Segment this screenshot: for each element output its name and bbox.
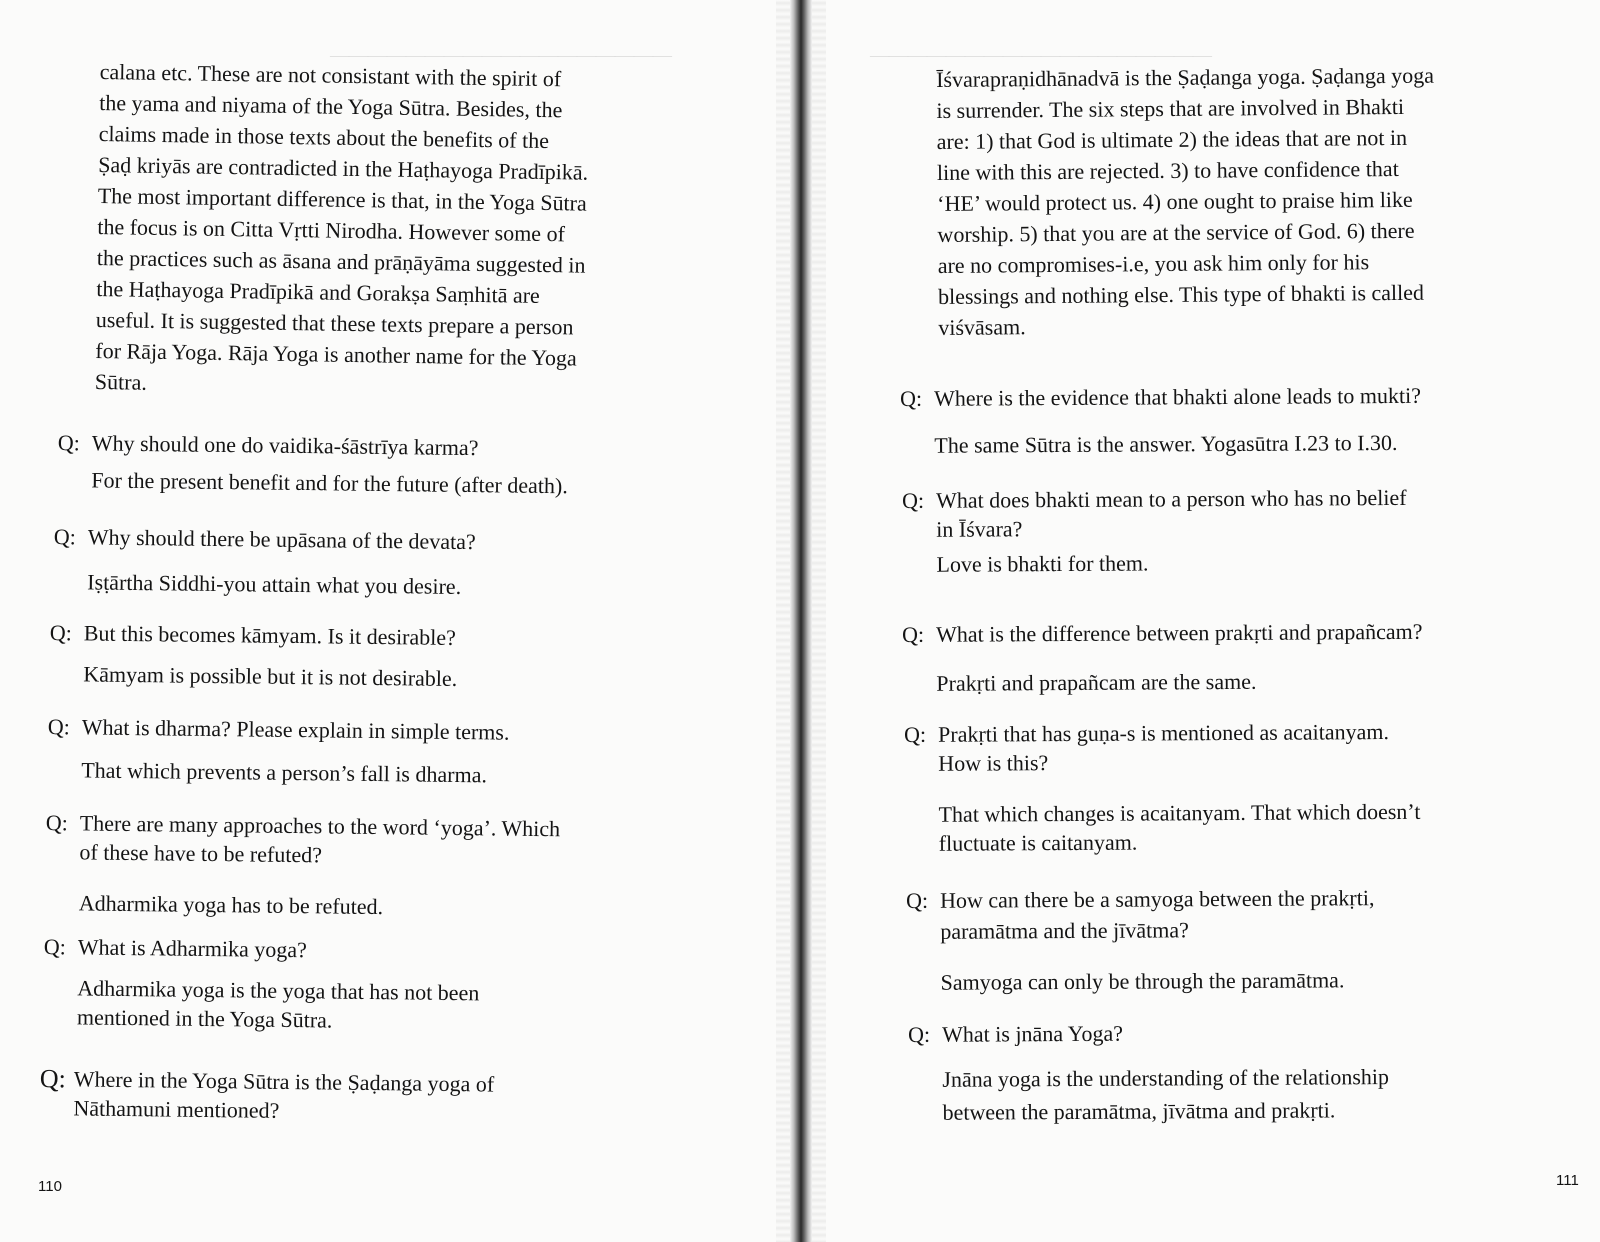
- question-text: Why should there be upāsana of the devata?: [87, 524, 476, 555]
- page-number: 110: [38, 1178, 62, 1195]
- question-text: Prakṛti that has guṇa-s is mentioned as acaitanyam.: [938, 719, 1390, 747]
- right-intro-line: ‘HE’ would protect us. 4) one ought to praise him like: [937, 186, 1413, 216]
- question-text: There are many approaches to the word ‘yoga’. Which: [79, 810, 561, 842]
- question-text: Where in the Yoga Sūtra is the Ṣaḍanga yoga of: [73, 1066, 495, 1097]
- right-intro-line: blessings and nothing else. This type of bhakti is called: [937, 279, 1425, 309]
- question-text: What is jnāna Yoga?: [942, 1020, 1124, 1047]
- gutter-shadow-left: [776, 0, 790, 1242]
- question: [44, 932, 480, 966]
- question: [50, 618, 458, 652]
- question-prefix: Q:: [45, 809, 68, 836]
- right-intro-line: worship. 5) that you are at the service of God. 6) there: [937, 217, 1415, 247]
- qa-block: [900, 381, 1421, 460]
- question: [902, 483, 1407, 515]
- right-intro-line: line with this are rejected. 3) to have confidence that: [936, 155, 1399, 185]
- answer: Adharmika yoga is the yoga that has not been: [77, 975, 480, 1006]
- right-intro-line: Īśvarapraṇidhānadvā is the Ṣaḍanga yoga. Ṣaḍanga yoga: [936, 62, 1435, 92]
- right-intro-line: viśvāsam.: [938, 314, 1026, 340]
- question: [904, 717, 1420, 749]
- answer: Samyoga can only be through the paramātma.: [940, 967, 1345, 995]
- qa-block: [57, 428, 568, 500]
- question-prefix: Q:: [902, 621, 925, 647]
- answer: Jnāna yoga is the understanding of the relationship: [942, 1064, 1390, 1092]
- qa-block: [904, 717, 1421, 858]
- answer: mentioned in the Yoga Sūtra.: [76, 1004, 333, 1033]
- question-text: What is Adharmika yoga?: [77, 934, 308, 963]
- question-prefix: Q:: [908, 1021, 931, 1047]
- right-intro-line: are no compromises-i.e, you ask him only for his: [937, 249, 1370, 278]
- qa-block: [45, 808, 561, 923]
- qa-block: [49, 618, 458, 693]
- answer: Love is bhakti for them.: [936, 550, 1149, 577]
- bleed-through-right: ——————————————————: [870, 45, 1212, 66]
- question-prefix: Q:: [43, 933, 66, 960]
- question-prefix: Q:: [902, 487, 925, 513]
- left-intro-line: Ṣaḍ kriyās are contradicted in the Haṭhayoga Pradīpikā.: [98, 151, 589, 185]
- question: [902, 617, 1423, 649]
- right-intro-line: are: 1) that God is ultimate 2) the ideas that are not in: [936, 124, 1408, 154]
- page-number: 111: [1556, 1172, 1579, 1189]
- qa-block: [902, 617, 1423, 698]
- left-intro-line: the focus is on Citta Vṛtti Nirodha. However some of: [97, 213, 566, 247]
- question: [900, 381, 1421, 413]
- right-page: [812, 0, 1600, 1242]
- bleed-through-left: ——————————————————: [330, 45, 672, 66]
- left-intro-line: the Haṭhayoga Pradīpikā and Gorakṣa Saṃhitā are: [96, 275, 541, 308]
- left-page: [0, 0, 790, 1242]
- qa-block: [53, 522, 476, 601]
- question-text: Where is the evidence that bhakti alone leads to mukti?: [934, 382, 1422, 411]
- question-prefix: Q:: [47, 713, 70, 740]
- left-intro-line: for Rāja Yoga. Rāja Yoga is another name for the Yoga: [95, 337, 578, 371]
- question-text: What is dharma? Please explain in simple terms.: [81, 714, 510, 745]
- question: [58, 428, 569, 463]
- question: [906, 883, 1374, 915]
- question-prefix: Q:: [904, 721, 927, 747]
- book-gutter: [790, 0, 812, 1242]
- answer: between the paramātma, jīvātma and prakṛti.: [942, 1097, 1336, 1125]
- question-text: Why should one do vaidika-śāstrīya karma?: [91, 430, 479, 461]
- qa-block: [39, 1064, 494, 1128]
- question-prefix: Q:: [53, 523, 76, 550]
- answer: That which prevents a person’s fall is dharma.: [81, 757, 488, 788]
- right-intro-line: is surrender. The six steps that are involved in Bhakti: [936, 93, 1405, 123]
- question: [54, 522, 476, 556]
- right-intro-paragraph: [936, 60, 1436, 343]
- left-intro-line: the practices such as āsana and prāṇāyāma suggested in: [96, 244, 586, 278]
- question-continuation: in Īśvara?: [936, 516, 1023, 542]
- question-prefix: Q:: [57, 429, 80, 456]
- question: [908, 1017, 1389, 1049]
- left-intro-line: The most important difference is that, in the Yoga Sūtra: [97, 182, 587, 216]
- left-intro-line: Sūtra.: [94, 368, 148, 395]
- qa-block: [902, 483, 1407, 579]
- left-intro-line: useful. It is suggested that these texts prepare a person: [95, 306, 574, 340]
- left-intro-line: the yama and niyama of the Yoga Sūtra. Besides, the: [99, 89, 563, 123]
- answer: Prakṛti and prapañcam are the same.: [936, 668, 1257, 696]
- answer: For the present benefit and for the future (after death).: [91, 467, 568, 499]
- question-continuation: Nāthamuni mentioned?: [73, 1095, 280, 1123]
- question-text: What does bhakti mean to a person who has no belief: [936, 484, 1407, 513]
- qa-block: [47, 712, 510, 790]
- question-continuation: paramātma and the jīvātma?: [940, 917, 1189, 944]
- qa-block: [908, 1017, 1389, 1127]
- question-continuation: How is this?: [938, 750, 1049, 776]
- qa-block: [43, 932, 480, 1036]
- answer: The same Sūtra is the answer. Yogasūtra I.23 to I.30.: [934, 429, 1398, 458]
- answer: Iṣṭārtha Siddhi-you attain what you desire.: [87, 569, 462, 599]
- question-text: How can there be a samyoga between the prakṛti,: [940, 885, 1375, 913]
- answer: Adharmika yoga has to be refuted.: [78, 890, 384, 920]
- question-prefix: Q:: [900, 385, 923, 411]
- answer: Kāmyam is possible but it is not desirable.: [83, 661, 458, 691]
- question-continuation: of these have to be refuted?: [79, 839, 323, 868]
- question-prefix: Q:: [906, 887, 929, 913]
- answer: fluctuate is caitanyam.: [938, 829, 1138, 856]
- question-text: But this becomes kāmyam. Is it desirable?: [83, 620, 457, 650]
- question-prefix: Q:: [39, 1064, 66, 1094]
- qa-block: [906, 883, 1375, 997]
- answer: That which changes is acaitanyam. That which doesn’t: [938, 798, 1421, 827]
- question-text: What is the difference between prakṛti and prapañcam?: [936, 618, 1423, 647]
- left-intro-line: claims made in those texts about the benefits of the: [98, 120, 550, 154]
- question: [48, 712, 510, 747]
- left-intro-line: calana etc. These are not consistant with the spirit of: [99, 58, 562, 92]
- question-prefix: Q:: [49, 619, 72, 646]
- left-intro-paragraph: [95, 56, 590, 405]
